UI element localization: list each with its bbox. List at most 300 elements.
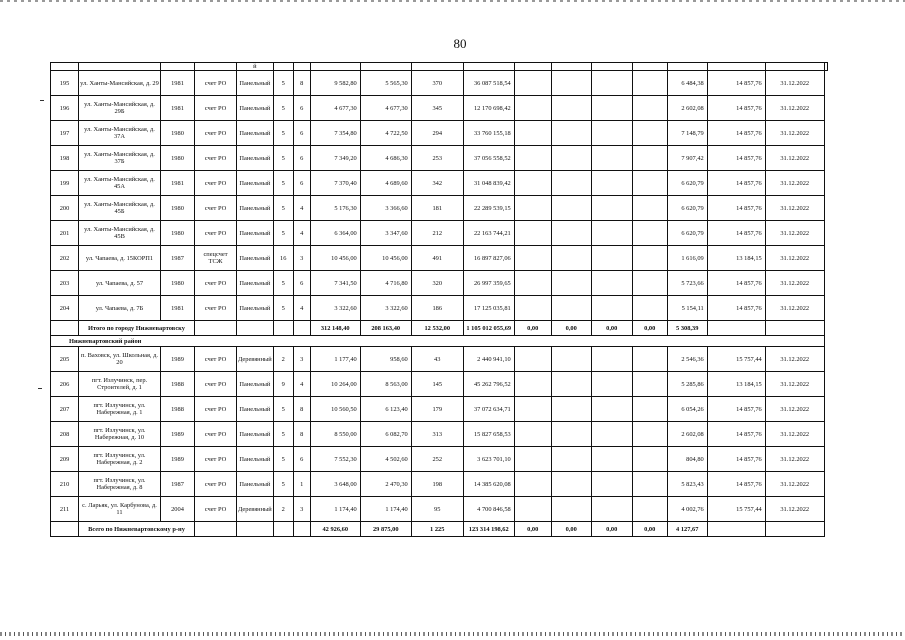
cost-limit-cell: 15 757,44 — [707, 497, 765, 522]
column-11-cell — [632, 271, 667, 296]
deadline-date-cell: 31.12.2022 — [765, 422, 824, 447]
empty-cell — [273, 522, 293, 537]
year-built-cell: 1988 — [161, 372, 195, 397]
account-type-cell: счет РО — [195, 447, 237, 472]
deadline-date-cell: 31.12.2022 — [765, 246, 824, 271]
table-row — [51, 221, 828, 246]
cost-per-m2-cell: 2 546,36 — [667, 347, 707, 372]
column-9-cell — [551, 171, 591, 196]
total-area-cell: 7 349,20 — [310, 146, 360, 171]
table-row — [51, 71, 828, 96]
total-c10: 0,00 — [591, 522, 632, 537]
entrances-cell: 6 — [293, 121, 310, 146]
column-10-cell — [591, 71, 632, 96]
account-type-cell: счет РО — [195, 397, 237, 422]
floors-cell: 5 — [273, 472, 293, 497]
account-type-cell: спецсчет ТСЖ — [195, 246, 237, 271]
column-8-cell — [514, 372, 551, 397]
cost-limit-cell: 14 857,76 — [707, 296, 765, 321]
floors-cell: 5 — [273, 96, 293, 121]
table-row — [51, 296, 828, 321]
wall-material-cell: Панельный — [237, 146, 274, 171]
cost-per-m2-cell: 6 620,79 — [667, 196, 707, 221]
entrances-cell: 6 — [293, 96, 310, 121]
residents-cell: 252 — [411, 447, 463, 472]
empty-cell — [237, 522, 274, 537]
row-number-cell: 206 — [51, 372, 79, 397]
column-9-cell — [551, 271, 591, 296]
wall-material-cell: Панельный — [237, 221, 274, 246]
total-c8: 0,00 — [514, 321, 551, 336]
floors-cell: 5 — [273, 397, 293, 422]
margin-mark — [40, 100, 44, 101]
total-cost-cell: 37 056 558,52 — [463, 146, 514, 171]
floors-cell: 5 — [273, 422, 293, 447]
address-cell: пгт. Излучинск, ул. Набережная, д. 2 — [79, 447, 161, 472]
total-area-cell: 5 176,30 — [310, 196, 360, 221]
deadline-date-cell: 31.12.2022 — [765, 71, 824, 96]
cost-limit-cell: 14 857,76 — [707, 422, 765, 447]
cost-per-m2-cell: 5 154,11 — [667, 296, 707, 321]
row-number-cell: 198 — [51, 146, 79, 171]
empty-cell — [273, 321, 293, 336]
cost-limit-cell: 13 184,15 — [707, 246, 765, 271]
entrances-cell: 4 — [293, 221, 310, 246]
residents-cell: 342 — [411, 171, 463, 196]
residents-cell: 320 — [411, 271, 463, 296]
address-cell: пгт. Излучинск, пер. Строителей, д. 1 — [79, 372, 161, 397]
cost-limit-cell: 14 857,76 — [707, 171, 765, 196]
year-built-cell: 1981 — [161, 171, 195, 196]
total-row — [51, 522, 828, 537]
column-8-cell — [514, 71, 551, 96]
total-cost-cell: 17 125 035,81 — [463, 296, 514, 321]
total-cost-cell: 22 163 744,21 — [463, 221, 514, 246]
empty-cell — [195, 321, 237, 336]
column-11-cell — [632, 71, 667, 96]
deadline-date-cell: 31.12.2022 — [765, 196, 824, 221]
column-11-cell — [632, 372, 667, 397]
column-11-cell — [632, 121, 667, 146]
column-8-cell — [514, 146, 551, 171]
column-10-cell — [591, 397, 632, 422]
column-10-cell — [591, 171, 632, 196]
column-9-cell — [551, 246, 591, 271]
total-cost-cell: 14 385 620,08 — [463, 472, 514, 497]
residential-area-cell: 6 082,70 — [360, 422, 411, 447]
entrances-cell: 6 — [293, 271, 310, 296]
total-area-cell: 7 341,50 — [310, 271, 360, 296]
residents-cell: 345 — [411, 96, 463, 121]
cost-limit-cell: 14 857,76 — [707, 71, 765, 96]
table-row — [51, 472, 828, 497]
wall-material-cell: Панельный — [237, 422, 274, 447]
material-fragment: й — [237, 63, 274, 71]
cost-per-m2-cell: 5 285,86 — [667, 372, 707, 397]
column-9-cell — [551, 447, 591, 472]
row-number-cell: 203 — [51, 271, 79, 296]
section-title: Нижневартовский район — [51, 336, 825, 347]
table-body — [51, 63, 828, 537]
column-11-cell — [632, 447, 667, 472]
page-number: 80 — [453, 36, 467, 51]
year-built-cell: 1980 — [161, 196, 195, 221]
address-cell: ул. Чапаева, д. 57 — [79, 271, 161, 296]
total-cost-cell: 45 262 796,52 — [463, 372, 514, 397]
year-built-cell: 1987 — [161, 472, 195, 497]
year-built-cell: 1980 — [161, 271, 195, 296]
column-9-cell — [551, 196, 591, 221]
year-built-cell: 1980 — [161, 121, 195, 146]
year-built-cell: 1981 — [161, 296, 195, 321]
year-built-cell: 1980 — [161, 221, 195, 246]
floors-cell: 5 — [273, 71, 293, 96]
table-row — [51, 347, 828, 372]
account-type-cell: счет РО — [195, 71, 237, 96]
column-9-cell — [551, 221, 591, 246]
wall-material-cell: Панельный — [237, 71, 274, 96]
wall-material-cell: Панельный — [237, 372, 274, 397]
empty-cell — [293, 321, 310, 336]
floors-cell: 5 — [273, 296, 293, 321]
total-area: 312 148,40 — [310, 321, 360, 336]
residential-area-cell: 4 722,50 — [360, 121, 411, 146]
residents-cell: 95 — [411, 497, 463, 522]
column-9-cell — [551, 422, 591, 447]
residents-cell: 186 — [411, 296, 463, 321]
column-11-cell — [632, 221, 667, 246]
table-row — [51, 447, 828, 472]
cost-per-m2-cell: 6 484,38 — [667, 71, 707, 96]
residential-area-cell: 4 502,60 — [360, 447, 411, 472]
entrances-cell: 1 — [293, 472, 310, 497]
column-10-cell — [591, 271, 632, 296]
continuation-row — [51, 63, 828, 71]
account-type-cell: счет РО — [195, 422, 237, 447]
total-area-cell: 10 456,00 — [310, 246, 360, 271]
column-8-cell — [514, 96, 551, 121]
row-number-cell: 204 — [51, 296, 79, 321]
column-10-cell — [591, 422, 632, 447]
column-11-cell — [632, 397, 667, 422]
total-cost-cell: 26 997 359,65 — [463, 271, 514, 296]
total-area-cell: 1 174,40 — [310, 497, 360, 522]
row-number-cell: 200 — [51, 196, 79, 221]
deadline-date-cell: 31.12.2022 — [765, 121, 824, 146]
account-type-cell: счет РО — [195, 146, 237, 171]
floors-cell: 5 — [273, 121, 293, 146]
total-area-cell: 7 552,30 — [310, 447, 360, 472]
column-10-cell — [591, 347, 632, 372]
cost-per-m2-cell: 5 823,43 — [667, 472, 707, 497]
total-cost-cell: 22 289 539,15 — [463, 196, 514, 221]
residents-cell: 253 — [411, 146, 463, 171]
address-cell: пгт. Излучинск, ул. Набережная, д. 8 — [79, 472, 161, 497]
row-number-cell: 207 — [51, 397, 79, 422]
column-11-cell — [632, 196, 667, 221]
residents-cell: 198 — [411, 472, 463, 497]
wall-material-cell: Панельный — [237, 196, 274, 221]
column-11-cell — [632, 146, 667, 171]
account-type-cell: счет РО — [195, 347, 237, 372]
residents-cell: 43 — [411, 347, 463, 372]
margin-mark — [38, 388, 42, 389]
account-type-cell: счет РО — [195, 96, 237, 121]
residential-area-cell: 4 689,60 — [360, 171, 411, 196]
address-cell: ул. Ханты-Мансийская, д. 45А — [79, 171, 161, 196]
total-area-cell: 6 364,00 — [310, 221, 360, 246]
row-number-cell: 195 — [51, 71, 79, 96]
year-built-cell: 1989 — [161, 347, 195, 372]
residents-cell: 294 — [411, 121, 463, 146]
total-area: 42 926,60 — [310, 522, 360, 537]
total-label: Итого по городу Нижневартовску — [79, 321, 195, 336]
account-type-cell: счет РО — [195, 497, 237, 522]
total-area-cell: 7 370,40 — [310, 171, 360, 196]
empty-cell — [765, 321, 824, 336]
cost-per-m2-cell: 7 907,42 — [667, 146, 707, 171]
deadline-date-cell: 31.12.2022 — [765, 146, 824, 171]
entrances-cell: 6 — [293, 447, 310, 472]
total-c10: 0,00 — [591, 321, 632, 336]
residential-area-cell: 10 456,00 — [360, 246, 411, 271]
address-cell: ул. Ханты-Мансийская, д. 37Б — [79, 146, 161, 171]
column-8-cell — [514, 472, 551, 497]
total-area-cell: 3 648,00 — [310, 472, 360, 497]
total-c9: 0,00 — [551, 522, 591, 537]
address-cell: ул. Ханты-Мансийская, д. 45В — [79, 221, 161, 246]
wall-material-cell: Панельный — [237, 472, 274, 497]
table-row — [51, 246, 828, 271]
total-area-cell: 1 177,40 — [310, 347, 360, 372]
column-11-cell — [632, 497, 667, 522]
row-number-cell: 211 — [51, 497, 79, 522]
column-11-cell — [632, 472, 667, 497]
floors-cell: 5 — [273, 271, 293, 296]
total-area-cell: 10 264,00 — [310, 372, 360, 397]
scan-edge-top — [0, 0, 905, 2]
column-10-cell — [591, 296, 632, 321]
total-area-res: 208 163,40 — [360, 321, 411, 336]
column-11-cell — [632, 347, 667, 372]
empty-cell — [707, 321, 765, 336]
column-9-cell — [551, 121, 591, 146]
account-type-cell: счет РО — [195, 221, 237, 246]
account-type-cell: счет РО — [195, 271, 237, 296]
cost-per-m2-cell: 2 602,08 — [667, 422, 707, 447]
total-cost-cell: 31 048 839,42 — [463, 171, 514, 196]
total-row-spacer — [51, 522, 79, 537]
entrances-cell: 6 — [293, 146, 310, 171]
empty-cell — [707, 522, 765, 537]
cost-limit-cell: 14 857,76 — [707, 121, 765, 146]
total-c8: 0,00 — [514, 522, 551, 537]
account-type-cell: счет РО — [195, 472, 237, 497]
table-row — [51, 171, 828, 196]
empty-cell — [195, 522, 237, 537]
total-area-cell: 8 550,00 — [310, 422, 360, 447]
empty-cell — [293, 522, 310, 537]
residential-area-cell: 958,60 — [360, 347, 411, 372]
floors-cell: 16 — [273, 246, 293, 271]
section-header-row — [51, 336, 828, 347]
address-cell: ул. Ханты-Мансийская, д. 45Б — [79, 196, 161, 221]
address-cell: ул. Чапаева, д. 15КОРП1 — [79, 246, 161, 271]
year-built-cell: 2004 — [161, 497, 195, 522]
residential-area-cell: 8 563,00 — [360, 372, 411, 397]
entrances-cell: 3 — [293, 246, 310, 271]
account-type-cell: счет РО — [195, 196, 237, 221]
column-10-cell — [591, 221, 632, 246]
deadline-date-cell: 31.12.2022 — [765, 372, 824, 397]
residents-cell: 370 — [411, 71, 463, 96]
total-cost-m2: 4 127,67 — [667, 522, 707, 537]
cost-limit-cell: 14 857,76 — [707, 96, 765, 121]
floors-cell: 2 — [273, 497, 293, 522]
column-8-cell — [514, 422, 551, 447]
total-total: 123 314 198,62 — [463, 522, 514, 537]
total-cost-cell: 2 440 941,10 — [463, 347, 514, 372]
column-10-cell — [591, 497, 632, 522]
account-type-cell: счет РО — [195, 372, 237, 397]
total-cost-cell: 4 700 846,58 — [463, 497, 514, 522]
residential-area-cell: 3 366,60 — [360, 196, 411, 221]
total-cost-cell: 37 072 634,71 — [463, 397, 514, 422]
residential-area-cell: 4 716,80 — [360, 271, 411, 296]
table-row — [51, 271, 828, 296]
address-cell: ул. Ханты-Мансийская, д. 29Б — [79, 96, 161, 121]
column-10-cell — [591, 196, 632, 221]
column-11-cell — [632, 246, 667, 271]
wall-material-cell: Панельный — [237, 271, 274, 296]
column-8-cell — [514, 271, 551, 296]
cost-per-m2-cell: 804,80 — [667, 447, 707, 472]
year-built-cell: 1988 — [161, 397, 195, 422]
cost-per-m2-cell: 7 148,79 — [667, 121, 707, 146]
column-9-cell — [551, 497, 591, 522]
total-area-res: 29 875,00 — [360, 522, 411, 537]
entrances-cell: 4 — [293, 196, 310, 221]
cost-per-m2-cell: 6 620,79 — [667, 171, 707, 196]
residential-area-cell: 3 322,60 — [360, 296, 411, 321]
entrances-cell: 4 — [293, 296, 310, 321]
account-type-cell: счет РО — [195, 121, 237, 146]
column-11-cell — [632, 96, 667, 121]
total-area-cell: 3 322,60 — [310, 296, 360, 321]
row-number-cell: 196 — [51, 96, 79, 121]
cost-limit-cell: 14 857,76 — [707, 271, 765, 296]
deadline-date-cell: 31.12.2022 — [765, 347, 824, 372]
total-cost-cell: 16 897 827,06 — [463, 246, 514, 271]
cost-per-m2-cell: 6 054,26 — [667, 397, 707, 422]
wall-material-cell: Панельный — [237, 121, 274, 146]
wall-material-cell: Панельный — [237, 296, 274, 321]
account-type-cell: счет РО — [195, 171, 237, 196]
total-area-cell: 9 582,80 — [310, 71, 360, 96]
deadline-date-cell: 31.12.2022 — [765, 397, 824, 422]
column-9-cell — [551, 71, 591, 96]
residential-area-cell: 3 347,60 — [360, 221, 411, 246]
column-8-cell — [514, 121, 551, 146]
wall-material-cell: Панельный — [237, 96, 274, 121]
cost-limit-cell: 14 857,76 — [707, 447, 765, 472]
column-11-cell — [632, 296, 667, 321]
deadline-date-cell: 31.12.2022 — [765, 271, 824, 296]
wall-material-cell: Панельный — [237, 397, 274, 422]
wall-material-cell: Панельный — [237, 171, 274, 196]
column-11-cell — [632, 422, 667, 447]
total-people: 12 532,00 — [411, 321, 463, 336]
address-cell: ул. Ханты-Мансийская, д. 29 — [79, 71, 161, 96]
column-10-cell — [591, 121, 632, 146]
deadline-date-cell: 31.12.2022 — [765, 497, 824, 522]
total-row-spacer — [51, 321, 79, 336]
row-number-cell: 210 — [51, 472, 79, 497]
cost-limit-cell: 15 757,44 — [707, 347, 765, 372]
empty-cell — [765, 522, 824, 537]
year-built-cell: 1980 — [161, 146, 195, 171]
cost-limit-cell: 13 184,15 — [707, 372, 765, 397]
cost-limit-cell: 14 857,76 — [707, 196, 765, 221]
residents-cell: 491 — [411, 246, 463, 271]
row-number-cell: 201 — [51, 221, 79, 246]
year-built-cell: 1989 — [161, 422, 195, 447]
table-row — [51, 196, 828, 221]
floors-cell: 5 — [273, 146, 293, 171]
column-9-cell — [551, 347, 591, 372]
entrances-cell: 6 — [293, 171, 310, 196]
column-8-cell — [514, 447, 551, 472]
column-8-cell — [514, 497, 551, 522]
table-row — [51, 146, 828, 171]
residents-cell: 313 — [411, 422, 463, 447]
column-9-cell — [551, 296, 591, 321]
total-area-cell: 4 677,30 — [310, 96, 360, 121]
cost-per-m2-cell: 2 602,08 — [667, 96, 707, 121]
column-8-cell — [514, 246, 551, 271]
deadline-date-cell: 31.12.2022 — [765, 96, 824, 121]
entrances-cell: 8 — [293, 397, 310, 422]
deadline-date-cell: 31.12.2022 — [765, 221, 824, 246]
column-10-cell — [591, 146, 632, 171]
floors-cell: 5 — [273, 171, 293, 196]
year-built-cell: 1989 — [161, 447, 195, 472]
total-cost-cell: 15 827 658,53 — [463, 422, 514, 447]
column-10-cell — [591, 447, 632, 472]
cost-per-m2-cell: 5 723,66 — [667, 271, 707, 296]
cost-limit-cell: 14 857,76 — [707, 397, 765, 422]
address-cell: с. Ларьяк, ул. Карбунова, д. 11 — [79, 497, 161, 522]
entrances-cell: 8 — [293, 71, 310, 96]
column-9-cell — [551, 146, 591, 171]
column-8-cell — [514, 171, 551, 196]
column-10-cell — [591, 472, 632, 497]
cost-per-m2-cell: 6 620,79 — [667, 221, 707, 246]
row-number-cell: 208 — [51, 422, 79, 447]
entrances-cell: 8 — [293, 422, 310, 447]
row-number-cell: 197 — [51, 121, 79, 146]
residential-area-cell: 6 123,40 — [360, 397, 411, 422]
column-9-cell — [551, 472, 591, 497]
table-row — [51, 121, 828, 146]
column-8-cell — [514, 221, 551, 246]
floors-cell: 2 — [273, 347, 293, 372]
address-cell: ул. Ханты-Мансийская, д. 37А — [79, 121, 161, 146]
wall-material-cell: Деревянный — [237, 347, 274, 372]
residential-area-cell: 1 174,40 — [360, 497, 411, 522]
cost-per-m2-cell: 1 616,09 — [667, 246, 707, 271]
column-9-cell — [551, 372, 591, 397]
